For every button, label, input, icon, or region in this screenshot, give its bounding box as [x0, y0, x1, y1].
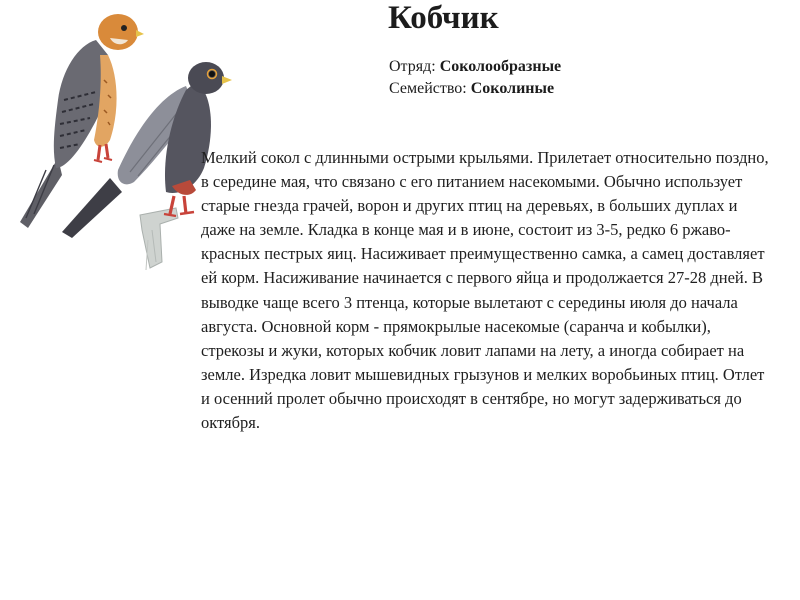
female-kestrel — [20, 14, 144, 228]
taxonomy-block — [389, 56, 561, 100]
order-row — [389, 56, 561, 78]
family-value: Соколиные — [470, 80, 555, 97]
perch-branch — [140, 208, 178, 270]
order-label: Отряд: — [389, 58, 436, 75]
family-label: Семейство: — [389, 80, 467, 97]
family-row — [389, 78, 561, 100]
page-title: Кобчик — [388, 0, 499, 36]
description-text: Мелкий сокол с длинными острыми крыльями. Прилетает относительно поздно, в середине мая, что связано с его питанием насекомыми. Обычно использует старые гнезда грачей, ворон и других птиц на деревьях, в больших дуплах и даже на земле. Кладка в конце мая и в июне, состоит из 3-5, редко 6 ржаво-красных пестрых яиц. Насиживает преимущественно самка, а самец доставляет ей корм. Насиживание начинается с первого яйца и продолжается 27-28 дней. В выводке чаще всего 3 птенца, которые вылетают с середины июля до начала августа. Основной корм - прямокрылые насекомые (саранча и кобылки), стрекозы и жуки, которых кобчик ловит лапами на лету, а иногда собирает на земле. Изредка ловит мышевидных грызунов и мелких воробьиных птиц. Отлет и осенний пролет обычно происходят в сентябре, но могут задерживаться до октября. — [201, 148, 769, 433]
order-value: Соколообразные — [439, 58, 562, 75]
